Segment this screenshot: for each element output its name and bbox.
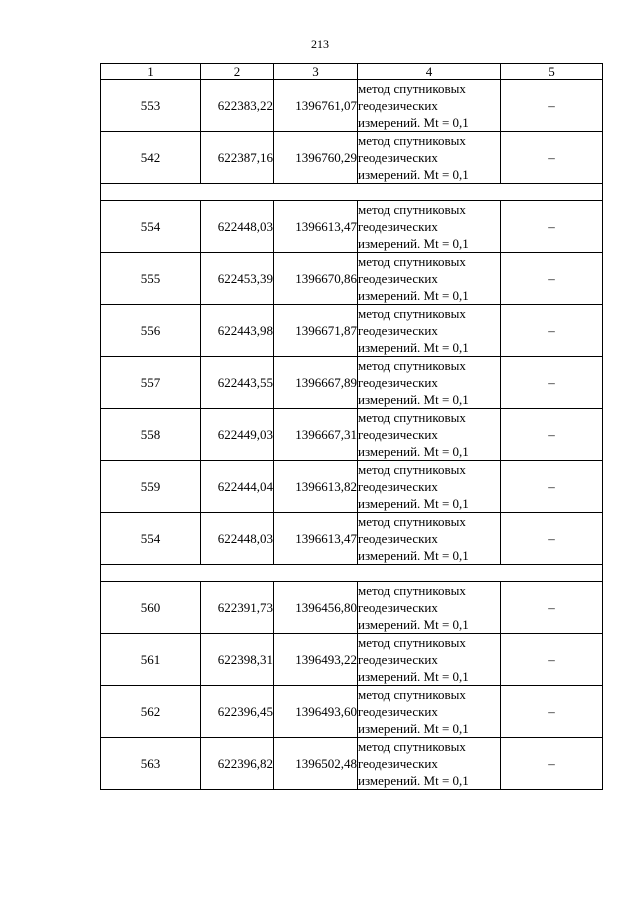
point-number-cell: 557 [101,357,201,409]
error-cell: – [501,253,603,305]
coordinates-table [100,63,603,790]
method-cell [358,409,501,461]
method-text-line: метод спутниковых [358,306,466,321]
header-row [101,64,603,80]
error-cell: – [501,409,603,461]
separator-cell [101,565,603,582]
error-cell: – [501,461,603,513]
method-cell [358,513,501,565]
method-text-line: измерений. Mt = 0,1 [358,236,469,251]
method-text-line: измерений. Mt = 0,1 [358,617,469,632]
method-cell [358,132,501,184]
table-row [101,253,603,305]
error-cell: – [501,80,603,132]
header-col-3: 3 [274,64,358,80]
x-coordinate-cell: 622444,04 [201,461,274,513]
table-row [101,513,603,565]
page-number: 213 [311,37,329,51]
point-number-cell: 560 [101,582,201,634]
table-row [101,634,603,686]
x-coordinate-cell: 622448,03 [201,513,274,565]
method-cell [358,305,501,357]
method-text-line: измерений. Mt = 0,1 [358,288,469,303]
y-coordinate-cell: 1396667,89 [274,357,358,409]
y-coordinate-cell: 1396493,22 [274,634,358,686]
method-text-line: геодезических [358,219,438,234]
error-cell: – [501,305,603,357]
method-cell [358,461,501,513]
table-row [101,201,603,253]
method-text-line: измерений. Mt = 0,1 [358,115,469,130]
table-row [101,738,603,790]
method-cell [358,582,501,634]
y-coordinate-cell: 1396493,60 [274,686,358,738]
point-number-cell: 558 [101,409,201,461]
method-text-line: метод спутниковых [358,358,466,373]
x-coordinate-cell: 622398,31 [201,634,274,686]
point-number-cell: 542 [101,132,201,184]
method-text-line: измерений. Mt = 0,1 [358,496,469,511]
method-text-line: геодезических [358,600,438,615]
point-number-cell: 562 [101,686,201,738]
y-coordinate-cell: 1396760,29 [274,132,358,184]
x-coordinate-cell: 622383,22 [201,80,274,132]
method-text-line: геодезических [358,479,438,494]
method-text-line: метод спутниковых [358,635,466,650]
method-text-line: метод спутниковых [358,583,466,598]
method-text-line: измерений. Mt = 0,1 [358,669,469,684]
method-cell [358,357,501,409]
y-coordinate-cell: 1396456,80 [274,582,358,634]
method-text-line: метод спутниковых [358,514,466,529]
point-number-cell: 555 [101,253,201,305]
method-text-line: метод спутниковых [358,462,466,477]
separator-cell [101,184,603,201]
table-row [101,132,603,184]
y-coordinate-cell: 1396670,86 [274,253,358,305]
y-coordinate-cell: 1396613,47 [274,201,358,253]
method-cell [358,253,501,305]
table-row [101,461,603,513]
y-coordinate-cell: 1396671,87 [274,305,358,357]
method-text-line: измерений. Mt = 0,1 [358,392,469,407]
method-text-line: метод спутниковых [358,687,466,702]
x-coordinate-cell: 622449,03 [201,409,274,461]
point-number-cell: 553 [101,80,201,132]
table-row [101,409,603,461]
method-text-line: измерений. Mt = 0,1 [358,721,469,736]
header-col-2: 2 [201,64,274,80]
y-coordinate-cell: 1396761,07 [274,80,358,132]
point-number-cell: 561 [101,634,201,686]
method-text-line: геодезических [358,427,438,442]
table-row [101,80,603,132]
method-cell [358,686,501,738]
method-text-line: метод спутниковых [358,410,466,425]
x-coordinate-cell: 622443,55 [201,357,274,409]
method-text-line: геодезических [358,756,438,771]
x-coordinate-cell: 622391,73 [201,582,274,634]
method-text-line: геодезических [358,375,438,390]
method-text-line: метод спутниковых [358,133,466,148]
header-col-1: 1 [101,64,201,80]
header-col-5: 5 [501,64,603,80]
error-cell: – [501,686,603,738]
method-text-line: измерений. Mt = 0,1 [358,444,469,459]
method-text-line: метод спутниковых [358,81,466,96]
point-number-cell: 556 [101,305,201,357]
method-text-line: метод спутниковых [358,254,466,269]
x-coordinate-cell: 622448,03 [201,201,274,253]
table-row [101,686,603,738]
method-text-line: измерений. Mt = 0,1 [358,773,469,788]
method-text-line: геодезических [358,150,438,165]
method-cell [358,80,501,132]
group-separator-row [101,184,603,201]
method-cell [358,738,501,790]
method-text-line: метод спутниковых [358,202,466,217]
method-text-line: геодезических [358,704,438,719]
table-row [101,582,603,634]
error-cell: – [501,357,603,409]
method-text-line: геодезических [358,98,438,113]
point-number-cell: 563 [101,738,201,790]
group-separator-row [101,565,603,582]
y-coordinate-cell: 1396613,82 [274,461,358,513]
method-text-line: геодезических [358,531,438,546]
error-cell: – [501,201,603,253]
method-text-line: измерений. Mt = 0,1 [358,167,469,182]
method-text-line: геодезических [358,652,438,667]
point-number-cell: 559 [101,461,201,513]
method-text-line: измерений. Mt = 0,1 [358,548,469,563]
point-number-cell: 554 [101,201,201,253]
x-coordinate-cell: 622443,98 [201,305,274,357]
error-cell: – [501,738,603,790]
point-number-cell: 554 [101,513,201,565]
table-row [101,305,603,357]
error-cell: – [501,132,603,184]
method-text-line: метод спутниковых [358,739,466,754]
method-cell [358,201,501,253]
x-coordinate-cell: 622396,45 [201,686,274,738]
y-coordinate-cell: 1396613,47 [274,513,358,565]
header-col-4: 4 [358,64,501,80]
x-coordinate-cell: 622396,82 [201,738,274,790]
error-cell: – [501,634,603,686]
method-text-line: измерений. Mt = 0,1 [358,340,469,355]
method-text-line: геодезических [358,323,438,338]
y-coordinate-cell: 1396667,31 [274,409,358,461]
x-coordinate-cell: 622387,16 [201,132,274,184]
method-cell [358,634,501,686]
x-coordinate-cell: 622453,39 [201,253,274,305]
method-text-line: геодезических [358,271,438,286]
error-cell: – [501,513,603,565]
table-row [101,357,603,409]
table-body [101,80,603,790]
error-cell: – [501,582,603,634]
y-coordinate-cell: 1396502,48 [274,738,358,790]
